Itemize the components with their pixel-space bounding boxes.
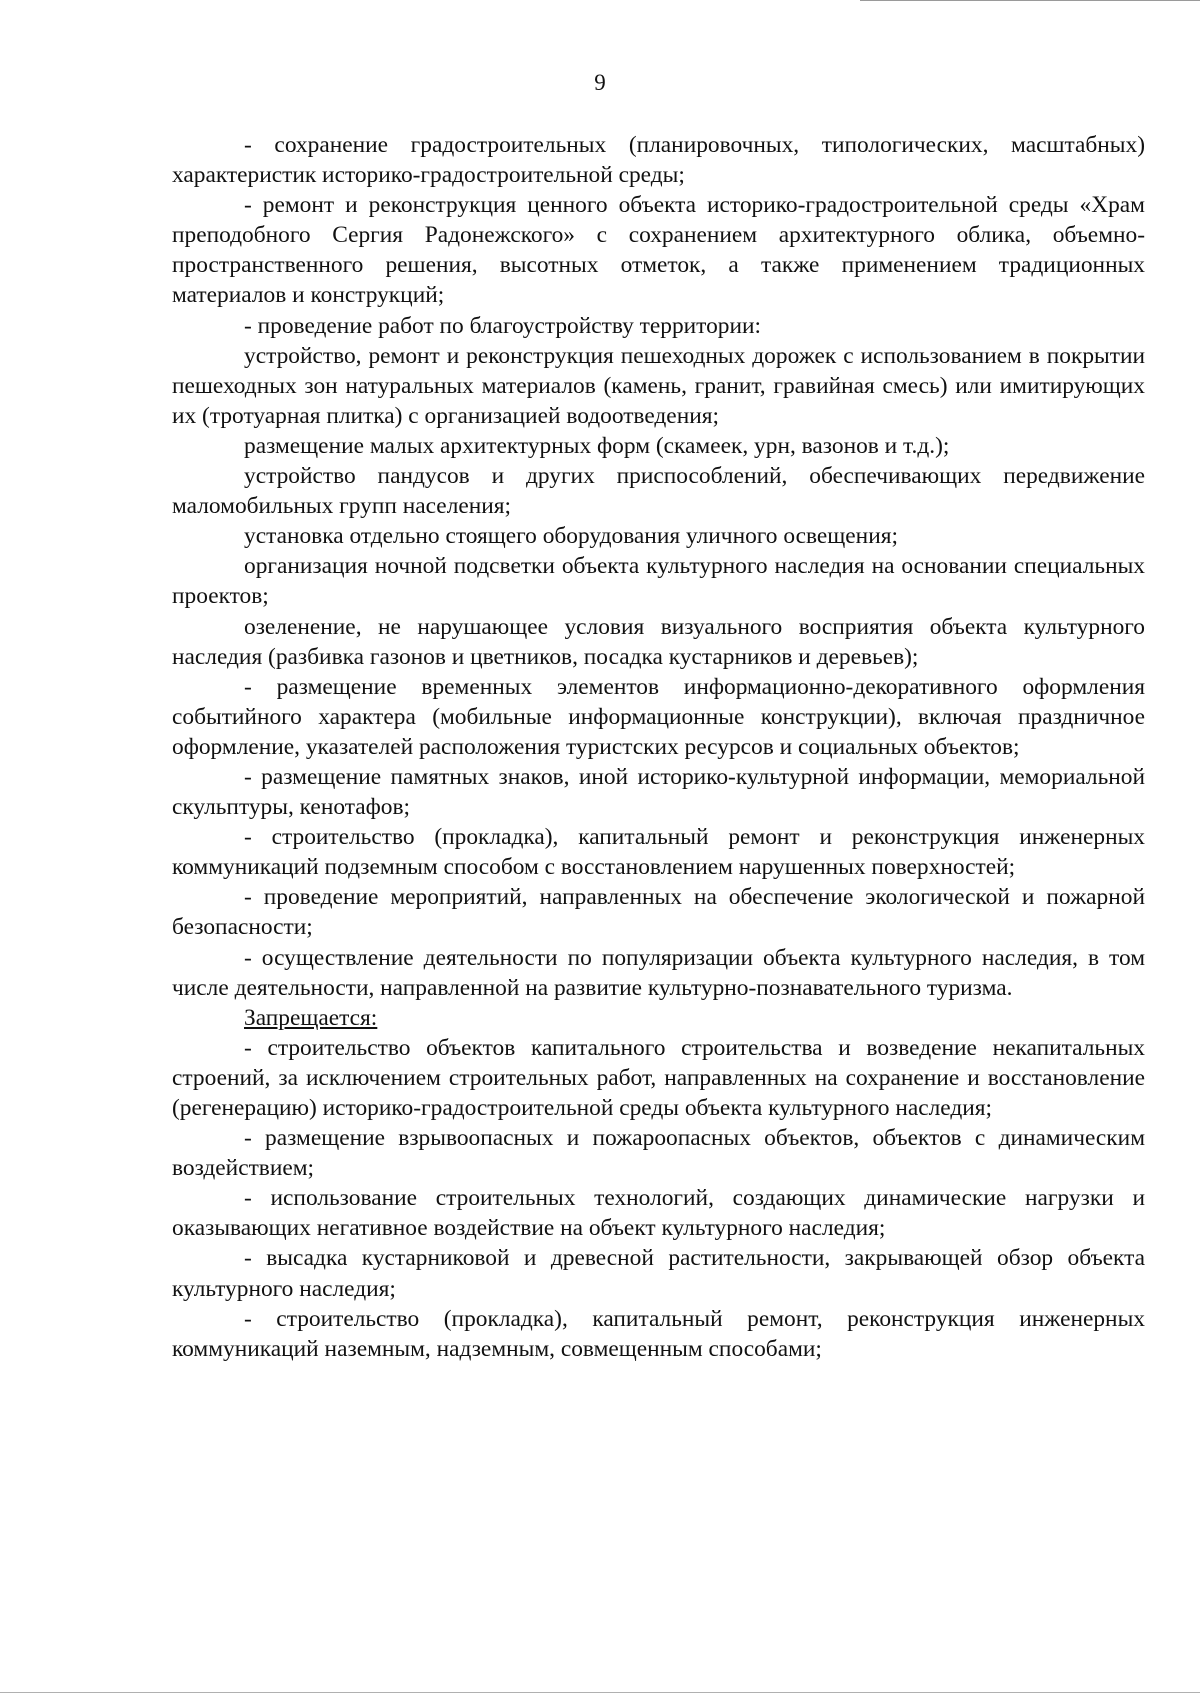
paragraph: озеленение, не нарушающее условия визуального восприятия объекта культурного наследия (разбивка газонов и цветников, посадка кустарников и деревьев); xyxy=(172,613,1145,670)
paragraph: устройство пандусов и других приспособлений, обеспечивающих передвижение маломобильных групп населения; xyxy=(172,463,1145,520)
paragraph: - строительство (прокладка), капитальный ремонт и реконструкция инженерных коммуникаций подземным способом с восстановлением нарушенных поверхностей; xyxy=(172,824,1145,881)
paragraph: - ремонт и реконструкция ценного объекта историко-градостроительной среды «Храм преподобного Сергия Радонежского» с сохранением архитектурного облика, объемно-пространственного решения, высотных отметок, а также применением традиционных материалов и конструкций; xyxy=(172,192,1145,309)
paragraph: устройство, ремонт и реконструкция пешеходных дорожек с использованием в покрытии пешеходных зон натуральных материалов (камень, гранит, гравийная смесь) или имитирующих их (тротуарная плитка) с организацией водоотведения; xyxy=(172,342,1145,429)
paragraph: - сохранение градостроительных (планировочных, типологических, масштабных) характеристик историко-градостроительной среды; xyxy=(172,132,1145,189)
paragraph: - размещение памятных знаков, иной историко-культурной информации, мемориальной скульптуры, кенотафов; xyxy=(172,763,1145,821)
prohibited-heading-row xyxy=(172,1003,1145,1033)
bottom-edge-rule xyxy=(0,1692,1200,1693)
prohibited-item: - использование строительных технологий, создающих динамические нагрузки и оказывающих негативное воздействие на объект культурного наследия; xyxy=(172,1185,1145,1242)
page-number: 9 xyxy=(594,70,606,95)
prohibited-item: - строительство (прокладка), капитальный ремонт, реконструкция инженерных коммуникаций наземным, надземным, совмещенным способами; xyxy=(172,1305,1145,1362)
paragraph: - размещение временных элементов информационно-декоративного оформления событийного характера (мобильные информационные конструкции), включая праздничное оформление, указателей расположения туристских ресурсов и социальных объектов; xyxy=(172,673,1145,760)
top-edge-rule xyxy=(860,0,1200,1)
paragraph: - осуществление деятельности по популяризации объекта культурного наследия, в том числе деятельности, направленной на развитие культурно-познавательного туризма. xyxy=(172,944,1145,1001)
paragraph: размещение малых архитектурных форм (скамеек, урн, вазонов и т.д.); xyxy=(244,432,950,459)
prohibited-item: - строительство объектов капитального строительства и возведение некапитальных строений, за исключением строительных работ, направленных на сохранение и восстановление (регенерацию) историко-градостроительной среды объекта культурного наследия; xyxy=(172,1034,1145,1121)
document-body xyxy=(172,130,1145,1364)
prohibited-item: - размещение взрывоопасных и пожароопасных объектов, объектов с динамическим воздействием; xyxy=(172,1125,1145,1182)
prohibited-item: - высадка кустарниковой и древесной растительности, закрывающей обзор объекта культурного наследия; xyxy=(172,1245,1145,1302)
paragraph: установка отдельно стоящего оборудования уличного освещения; xyxy=(244,523,898,550)
prohibited-heading: Запрещается: xyxy=(244,1004,378,1031)
paragraph: организация ночной подсветки объекта культурного наследия на основании специальных проектов; xyxy=(172,553,1145,610)
paragraph: - проведение работ по благоустройству территории: xyxy=(244,312,761,339)
paragraph: - проведение мероприятий, направленных на обеспечение экологической и пожарной безопасности; xyxy=(172,884,1145,941)
